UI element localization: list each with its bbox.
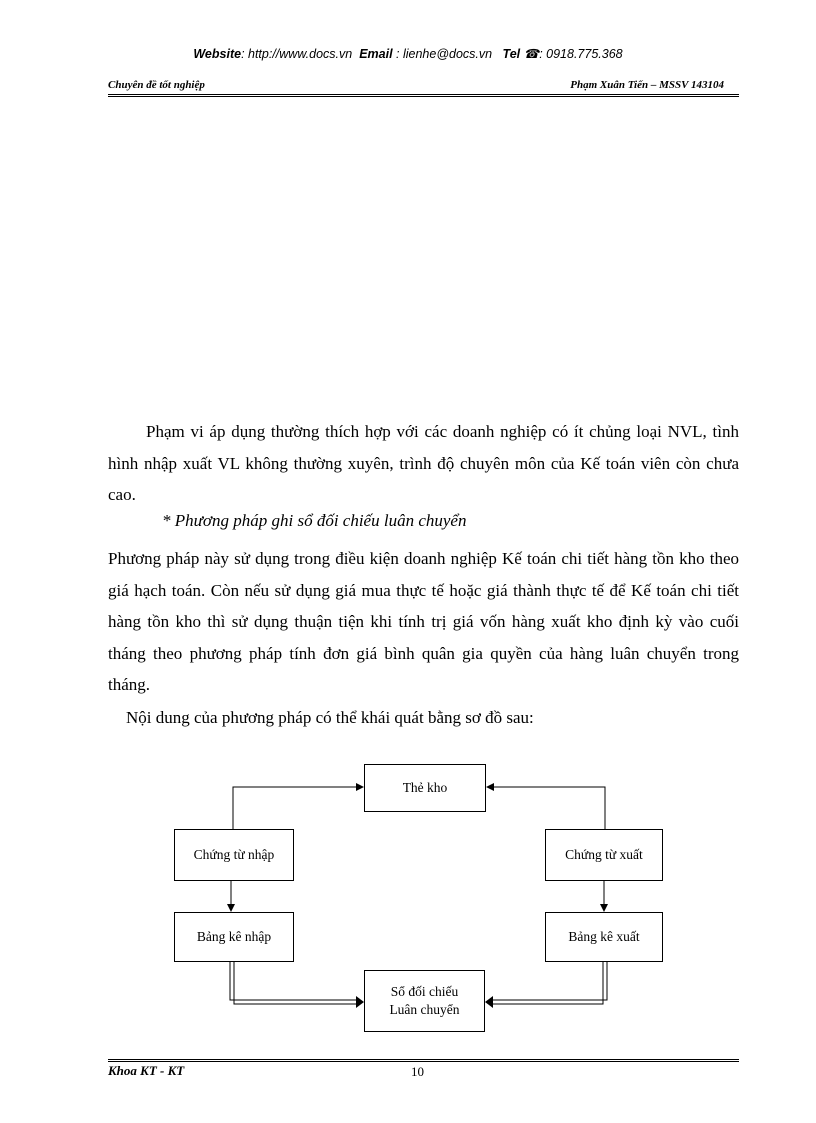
arrow-bknhap-to-sodoichieu — [230, 962, 356, 1000]
website-label: Website — [193, 47, 242, 61]
box-so-doi-chieu-line2: Luân chuyển — [389, 1002, 460, 1017]
box-bang-ke-xuat — [545, 912, 663, 962]
box-the-kho — [364, 764, 486, 812]
document-title: Chuyên đề tốt nghiệp — [108, 79, 205, 91]
box-bang-ke-nhap — [174, 912, 294, 962]
page-number: 10 — [411, 1064, 424, 1079]
website-url[interactable]: : http://www.docs.vn — [241, 47, 353, 61]
footer-faculty: Khoa KT - KT — [108, 1063, 185, 1078]
box-chung-tu-xuat — [545, 829, 663, 881]
email-label: Email — [359, 47, 393, 61]
paragraph-method: Phương pháp này sử dụng trong điều kiện doanh nghiệp Kế toán chi tiết hàng tồn kho theo giá hạch toán. Còn nếu sử dụng giá mua thực tế hoặc giá thành thực tế để Kế toán chi tiết hàng tồn kho thì sử dụng thuận tiện khi tính trị giá vốn hàng xuất kho định kỳ vào cuối tháng theo phương pháp tính đơn giá bình quân gia quyền của hàng luân chuyển trong tháng. — [108, 549, 739, 694]
tel-label: Tel — [502, 47, 521, 61]
author-line: Phạm Xuân Tiến – MSSV 143104 — [570, 79, 724, 91]
box-the-kho-label: Thẻ kho — [402, 780, 448, 795]
box-bang-ke-xuat-label: Bảng kê xuất — [568, 929, 640, 944]
box-so-doi-chieu — [364, 970, 485, 1032]
arrow-nhap-to-thekho — [233, 787, 363, 829]
box-so-doi-chieu-line1: Sổ đối chiếu — [390, 984, 459, 999]
diagram-intro: Nội dung của phương pháp có thể khái quát bằng sơ đồ sau: — [126, 708, 534, 727]
email-value[interactable]: : lienhe@docs.vn — [396, 47, 493, 61]
tel-value: : 0918.775.368 — [539, 47, 623, 61]
box-chung-tu-xuat-label: Chứng từ xuất — [565, 847, 643, 862]
arrow-bkxuat-to-sodoichieu — [493, 962, 607, 1000]
footer-rule-double — [108, 1061, 739, 1062]
box-bang-ke-nhap-label: Bảng kê nhập — [196, 929, 272, 944]
arrow-xuat-to-thekho — [487, 787, 605, 829]
section-heading: * Phương pháp ghi sổ đối chiếu luân chuyển — [162, 511, 467, 530]
paragraph-scope: Phạm vi áp dụng thường thích hợp với các doanh nghiệp có ít chủng loại NVL, tình hình nhập xuất VL không thường xuyên, trình độ chuyên môn của Kế toán viên còn chưa cao. — [108, 422, 739, 504]
box-chung-tu-nhap-label: Chứng từ nhập — [193, 847, 275, 862]
footer-rule — [108, 1059, 739, 1060]
phone-icon: ☎ — [523, 47, 540, 61]
box-chung-tu-nhap — [174, 829, 294, 881]
